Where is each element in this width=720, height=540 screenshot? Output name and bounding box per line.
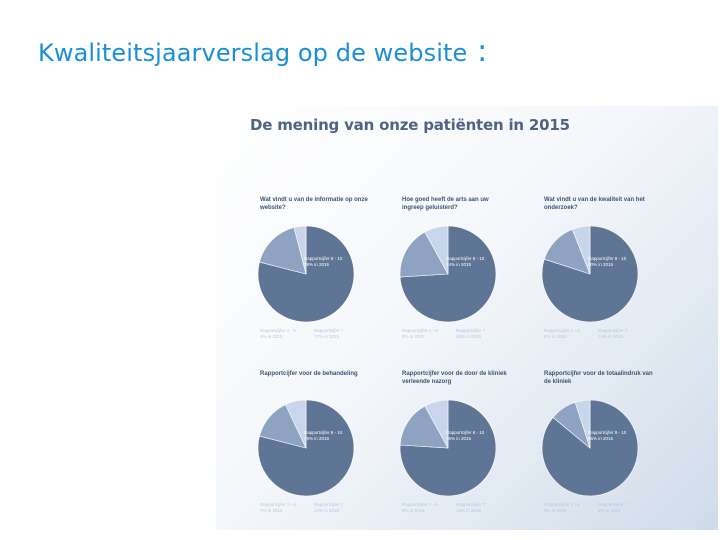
pie-panel — [522, 370, 672, 530]
pie-label-mid-value: 18% in 2015 — [456, 334, 482, 339]
pie-label-high — [304, 256, 342, 268]
pie-label-high-value: 80% in 2015 — [588, 262, 614, 267]
pie-label-low-name: Rapportcijfer 1 - 6 — [402, 502, 438, 507]
pie-label-high — [304, 430, 342, 442]
slide-title-colon: : — [477, 34, 488, 69]
panel-question: Wat vindt u van de informatie op onze website? — [260, 197, 368, 211]
pie-label-low — [544, 328, 580, 340]
pie-label-mid-value: 9% in 2015 — [598, 508, 621, 513]
pie-label-mid-name: Rapportcijfer 7 — [314, 502, 344, 507]
pie-chart — [540, 224, 640, 324]
pie-label-mid — [314, 328, 343, 340]
pie-label-mid — [598, 502, 627, 514]
pie-label-mid-name: Rapportcijfer 7 — [598, 328, 628, 333]
pie-label-high-value: 79% in 2015 — [304, 262, 330, 267]
slide-title — [38, 34, 487, 69]
pie-label-high-name: Rapportcijfer 8 - 10 — [588, 256, 627, 261]
pie-panel — [380, 370, 530, 530]
pie-label-mid-value: 16% in 2015 — [456, 508, 482, 513]
pie-label-high-value: 76% in 2015 — [446, 436, 472, 441]
pie-label-mid-name: Rapportcijfer 7 — [456, 328, 486, 333]
pie-label-low-value: 8% in 2015 — [402, 508, 425, 513]
infographic-image — [216, 106, 718, 530]
pie-label-high-name: Rapportcijfer 8 - 10 — [304, 430, 343, 435]
pie-chart — [256, 224, 356, 324]
pie-label-low — [260, 502, 296, 514]
panel-question: Wat vindt u van de kwaliteit van het onderzoek? — [544, 197, 645, 211]
pie-label-low — [402, 328, 438, 340]
pie-label-mid-value: 14% in 2015 — [598, 334, 624, 339]
pie-label-low-value: 8% in 2015 — [402, 334, 425, 339]
pie-chart — [256, 398, 356, 498]
pie-label-low-value: 4% in 2015 — [260, 334, 283, 339]
pie-label-high-name: Rapportcijfer 8 - 10 — [304, 256, 343, 261]
pie-label-high — [588, 256, 626, 268]
pie-chart — [398, 224, 498, 324]
pie-label-mid — [456, 328, 485, 340]
infographic-title: De mening van onze patiënten in 2015 — [250, 116, 570, 134]
pie-panel — [238, 370, 388, 530]
pie-label-mid — [456, 502, 485, 514]
pie-label-high-name: Rapportcijfer 8 - 10 — [446, 256, 485, 261]
pie-label-high-value: 86% in 2015 — [588, 436, 614, 441]
pie-label-mid-value: 17% in 2015 — [314, 334, 340, 339]
pie-label-mid-name: Rapportcijfer 7 — [314, 328, 344, 333]
pie-chart — [398, 398, 498, 498]
pie-label-low-value: 7% in 2015 — [260, 508, 283, 513]
pie-label-mid-value: 14% in 2015 — [314, 508, 340, 513]
pie-label-low-value: 5% in 2015 — [544, 508, 567, 513]
pie-label-low-name: Rapportcijfer 1 - 6 — [544, 502, 580, 507]
pie-label-high-name: Rapportcijfer 8 - 10 — [588, 430, 627, 435]
pie-label-high — [446, 256, 484, 268]
pie-label-low-name: Rapportcijfer 1 - 6 — [402, 328, 438, 333]
pie-label-high — [588, 430, 626, 442]
pie-label-high-value: 79% in 2015 — [304, 436, 330, 441]
pie-label-high-name: Rapportcijfer 8 - 10 — [446, 430, 485, 435]
pie-label-high-value: 74% in 2015 — [446, 262, 472, 267]
slide-title-text: Kwaliteitsjaarverslag op de website — [38, 39, 468, 67]
pie-label-low-name: Rapportcijfer 1 - 6 — [544, 328, 580, 333]
pie-label-low-value: 6% in 2015 — [544, 334, 567, 339]
pie-label-low-name: Rapportcijfer 1 - 6 — [260, 502, 296, 507]
pie-panel — [522, 196, 672, 356]
pie-label-mid-name: Rapportcijfer 7 — [598, 502, 628, 507]
pie-label-low-name: Rapportcijfer 1 - 6 — [260, 328, 296, 333]
panel-question: Rapportcijfer voor de behandeling — [260, 371, 358, 377]
pie-label-mid-name: Rapportcijfer 7 — [456, 502, 486, 507]
panel-question: Rapportcijfer voor de totaalindruk van de kliniek — [544, 371, 653, 385]
panel-question: Rapportcijfer voor de door de kliniek verleende nazorg — [402, 371, 507, 385]
pie-label-high — [446, 430, 484, 442]
pie-chart — [540, 398, 640, 498]
pie-panel — [380, 196, 530, 356]
pie-label-low — [544, 502, 580, 514]
pie-panel — [238, 196, 388, 356]
pie-label-low — [260, 328, 296, 340]
pie-label-low — [402, 502, 438, 514]
pie-label-mid — [314, 502, 343, 514]
panel-question: Hoe goed heeft de arts aan uw ingreep geluisterd? — [402, 197, 489, 211]
pie-label-mid — [598, 328, 627, 340]
